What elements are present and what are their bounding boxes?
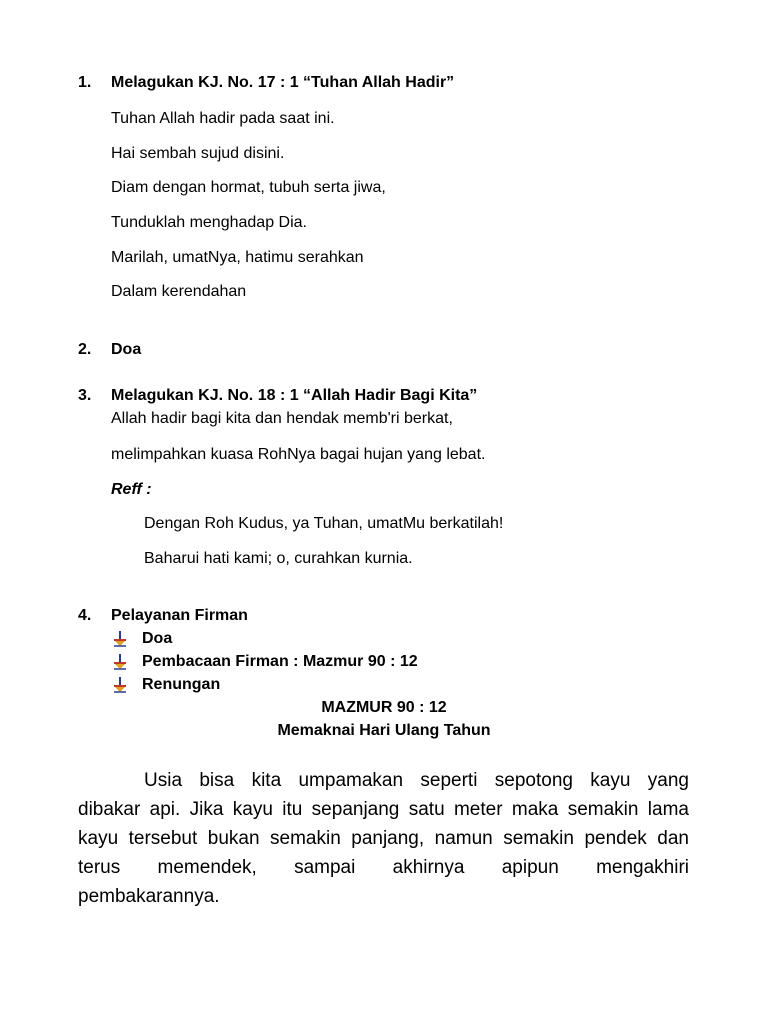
section-4-number: 4. bbox=[78, 607, 92, 624]
section-2-number: 2. bbox=[78, 341, 92, 358]
section-1-number: 1. bbox=[78, 74, 92, 91]
paragraph-line: dibakar api. Jika kayu itu sepanjang satu meter maka semakin lama bbox=[78, 799, 689, 820]
paragraph-line: Usia bisa kita umpamakan seperti sepotong kayu yang bbox=[144, 770, 689, 791]
hymn-line: Marilah, umatNya, hatimu serahkan bbox=[111, 249, 364, 266]
bullet-item bbox=[113, 630, 172, 648]
hymn-line: Diam dengan hormat, tubuh serta jiwa, bbox=[111, 179, 386, 196]
paragraph-line: terus memendek, sampai akhirnya apipun mengakhiri bbox=[78, 857, 689, 878]
arrow-down-bullet-icon bbox=[113, 654, 127, 670]
section-2-heading: Doa bbox=[111, 341, 142, 358]
sermon-subtitle: Memaknai Hari Ulang Tahun bbox=[277, 722, 491, 739]
reff-line: Dengan Roh Kudus, ya Tuhan, umatMu berkatilah! bbox=[144, 515, 504, 532]
arrow-down-bullet-icon bbox=[113, 631, 127, 647]
hymn-line: Tuhan Allah hadir pada saat ini. bbox=[111, 110, 335, 127]
bullet-item bbox=[113, 653, 418, 671]
bullet-label: Doa bbox=[142, 630, 173, 647]
hymn-line: Dalam kerendahan bbox=[111, 283, 247, 300]
paragraph-line: pembakarannya. bbox=[78, 886, 220, 907]
bullet-item bbox=[113, 676, 220, 694]
hymn-line: Tunduklah menghadap Dia. bbox=[111, 214, 307, 231]
bullet-label: Pembacaan Firman : Mazmur 90 : 12 bbox=[142, 653, 418, 670]
hymn-line: Hai sembah sujud disini. bbox=[111, 145, 285, 162]
reff-label: Reff : bbox=[111, 481, 152, 498]
arrow-down-bullet-icon bbox=[113, 677, 127, 693]
section-3-number: 3. bbox=[78, 387, 92, 404]
hymn-line: melimpahkan kuasa RohNya bagai hujan yang lebat. bbox=[111, 446, 486, 463]
section-4-heading: Pelayanan Firman bbox=[111, 607, 248, 624]
paragraph-line: kayu tersebut bukan semakin panjang, namun semakin pendek dan bbox=[78, 828, 689, 849]
sermon-paragraph bbox=[78, 766, 689, 911]
hymn-line: Allah hadir bagi kita dan hendak memb'ri berkat, bbox=[111, 410, 453, 427]
bullet-label: Renungan bbox=[142, 676, 221, 693]
section-3-heading: Melagukan KJ. No. 18 : 1 “Allah Hadir Bagi Kita” bbox=[111, 387, 478, 404]
section-1-heading: Melagukan KJ. No. 17 : 1 “Tuhan Allah Hadir” bbox=[111, 74, 455, 91]
reff-line: Baharui hati kami; o, curahkan kurnia. bbox=[144, 550, 413, 567]
sermon-title: MAZMUR 90 : 12 bbox=[321, 699, 447, 716]
